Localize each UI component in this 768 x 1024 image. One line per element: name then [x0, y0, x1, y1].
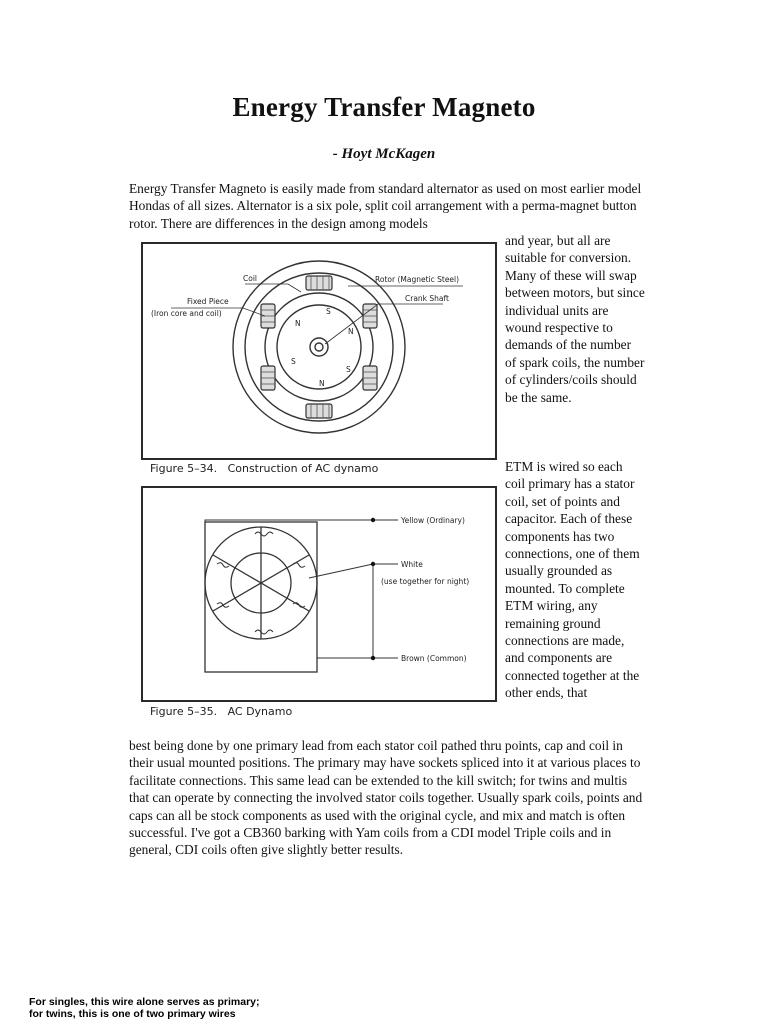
rotor-inner — [277, 305, 361, 389]
yellow-wire-label: Yellow (Ordinary) — [401, 516, 465, 525]
white-wire-sublabel: (use together for night) — [381, 577, 470, 586]
white-wire-label: White — [401, 560, 423, 569]
coil-label: Coil — [243, 274, 257, 283]
pole-label: N — [348, 327, 354, 336]
coil-winding-lines — [261, 276, 377, 418]
note-line-2: for twins, this is one of two primary wires — [29, 1008, 236, 1020]
pole-label: S — [291, 357, 296, 366]
intro-paragraph: Energy Transfer Magneto is easily made from standard alternator as used on most earlier model Hondas of all sizes. Alternator is a six pole, split coil arrangement with a perma-magnet button rotor. There are differences in the design among models — [129, 181, 642, 231]
rotor-label: Rotor (Magnetic Steel) — [375, 275, 460, 284]
stator-coil — [306, 404, 332, 418]
figure-1-caption: Figure 5–34. Construction of AC dynamo — [150, 462, 379, 475]
document-title: Energy Transfer Magneto — [232, 92, 536, 122]
crank-shaft-label: Crank Shaft — [405, 294, 449, 303]
closing-paragraph: best being done by one primary lead from each stator coil pathed thru points, cap and coil in their usual mounted positions. The primary may have sockets spliced into it at various places to facilitate connections. This same lead can be extended to the kill switch; for twins and multis that can operate by connecting the involved stator coils together. Usually spark coils, points and caps can all be stock components as used with the original cycle, and mix and match is often successful. I've got a CB360 barking with Yam coils from a CDI model Triple coils and in general, CDI coils often give slightly better results. — [129, 738, 643, 858]
output-wires — [205, 520, 398, 658]
dynamo-construction-diagram — [143, 244, 495, 458]
pole-label: S — [346, 365, 351, 374]
side-paragraph-1: and year, but all are suitable for conversion. Many of these will swap between motors, but since individual units are wound respective to demands of the number of spark coils, the number of cylinders/coils should be the same. — [505, 233, 645, 405]
figure-ac-dynamo-wiring — [141, 486, 497, 702]
crank-shaft-center — [315, 343, 323, 351]
figure-ac-dynamo-construction — [141, 242, 497, 460]
fixed-piece-sublabel: (Iron core and coil) — [151, 309, 222, 318]
pole-label: S — [326, 307, 331, 316]
figure-2-caption: Figure 5–35. AC Dynamo — [150, 705, 293, 718]
brown-wire-label: Brown (Common) — [401, 654, 467, 663]
stator-coil — [306, 276, 332, 290]
dynamo-wiring-diagram — [143, 488, 495, 700]
stator-coils — [261, 276, 377, 418]
fixed-piece-label: Fixed Piece — [187, 297, 229, 306]
pole-label: N — [319, 379, 325, 388]
stator-ring — [245, 273, 393, 421]
crank-shaft-hub — [310, 338, 328, 356]
pole-label: N — [295, 319, 301, 328]
note-line-1: For singles, this wire alone serves as primary; — [29, 996, 260, 1008]
author-byline: - Hoyt McKagen — [332, 146, 436, 162]
wiring-note — [29, 996, 260, 1020]
side-paragraph-2: ETM is wired so each coil primary has a stator coil, set of points and capacitor. Each of these components has two connections, one of them usually grounded as mounted. To complete ETM wiring, any remaining ground connections are made, and components are connected together at the other ends, that — [505, 459, 640, 701]
